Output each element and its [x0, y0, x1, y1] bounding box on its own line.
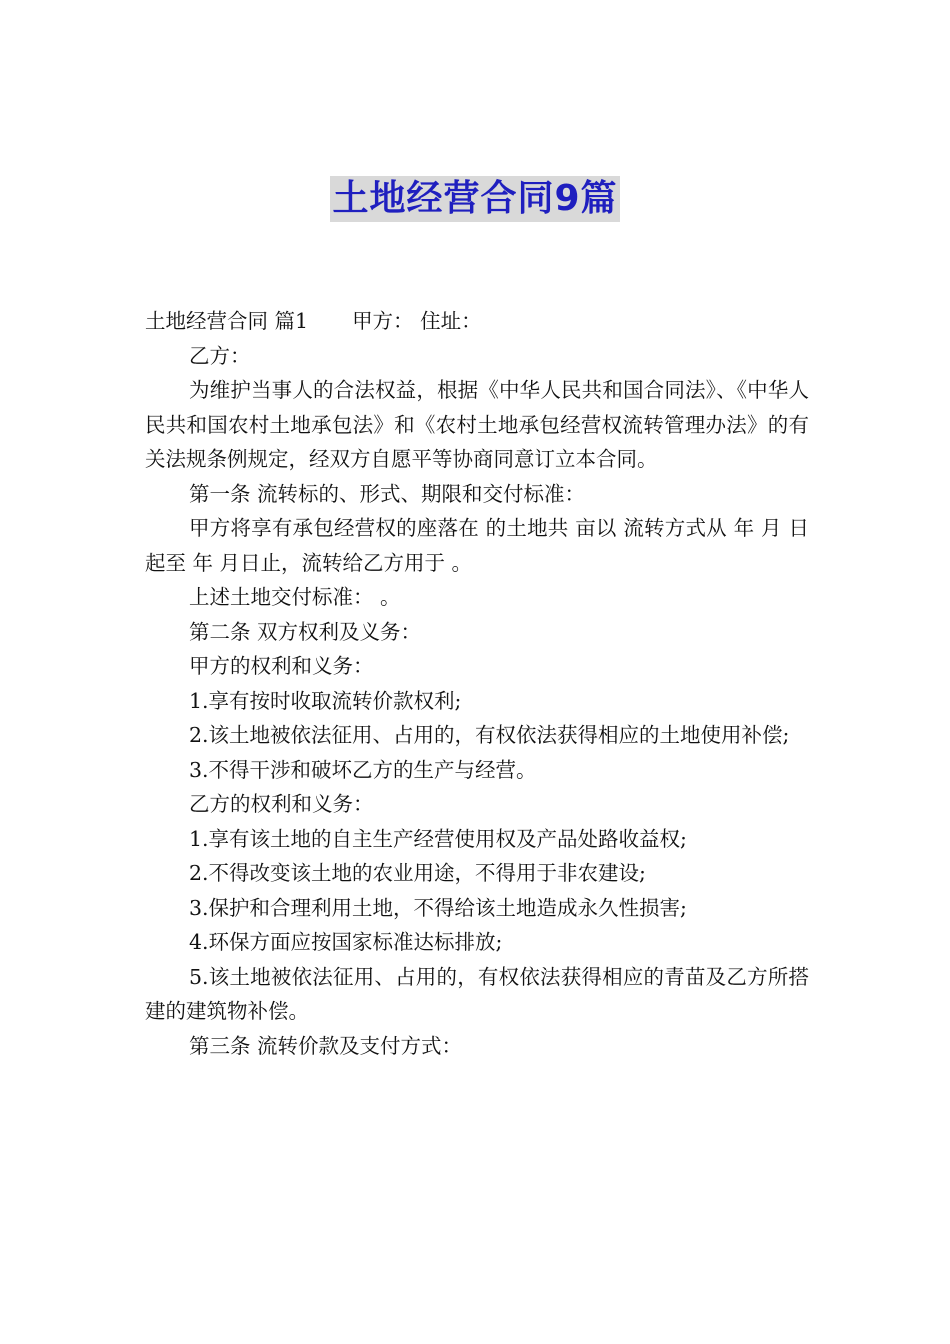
list-item: 1.享有该土地的自主生产经营使用权及产品处路收益权;: [189, 826, 687, 851]
section-heading: 土地经营合同 篇1: [145, 309, 309, 333]
paragraph-delivery-standard: 上述土地交付标准： 。: [189, 585, 401, 609]
paragraph-article-2: 第二条 双方权利及义务：: [189, 619, 422, 644]
document-title: 土地经营合同9篇: [330, 176, 619, 222]
list-item: 5.该土地被依法征用、占用的，有权依法获得相应的青苗及乙方所搭建的建筑物补偿。: [145, 964, 809, 1023]
title-container: [0, 176, 950, 222]
paragraph-party-b-rights: 乙方的权利和义务：: [189, 792, 374, 816]
paragraph-party-b: 乙方：: [189, 343, 251, 368]
paragraph-party-a-rights: 甲方的权利和义务：: [189, 654, 374, 678]
paragraph-article-1-body: 甲方将享有承包经营权的座落在 的土地共 亩以 流转方式从 年 月 日起至 年 月日止，流转给乙方用于 。: [145, 516, 809, 575]
party-a-label: 甲方：: [352, 309, 414, 333]
list-item: 2.该土地被依法征用、占用的，有权依法获得相应的土地使用补偿;: [189, 723, 790, 747]
list-item: 3.保护和合理利用土地，不得给该土地造成永久性损害;: [189, 895, 687, 920]
list-item: 1.享有按时收取流转价款权利;: [189, 688, 462, 713]
paragraph-article-1: 第一条 流转标的、形式、期限和交付标准：: [189, 481, 586, 506]
header-line: [145, 304, 809, 339]
paragraph-preamble: 为维护当事人的合法权益，根据《中华人民共和国合同法》、《中华人民共和国农村土地承包法》和《农村土地承包经营权流转管理办法》的有关法规条例规定，经双方自愿平等协商同意订立本合同。: [145, 378, 809, 471]
document-body: [145, 304, 809, 1063]
paragraph-article-3: 第三条 流转价款及支付方式：: [189, 1033, 463, 1058]
list-item: 2.不得改变该土地的农业用途，不得用于非农建设;: [189, 861, 646, 885]
list-item: 3.不得干涉和破坏乙方的生产与经营。: [189, 757, 537, 782]
list-item: 4.环保方面应按国家标准达标排放;: [189, 930, 503, 954]
address-label: 住址：: [420, 309, 482, 333]
